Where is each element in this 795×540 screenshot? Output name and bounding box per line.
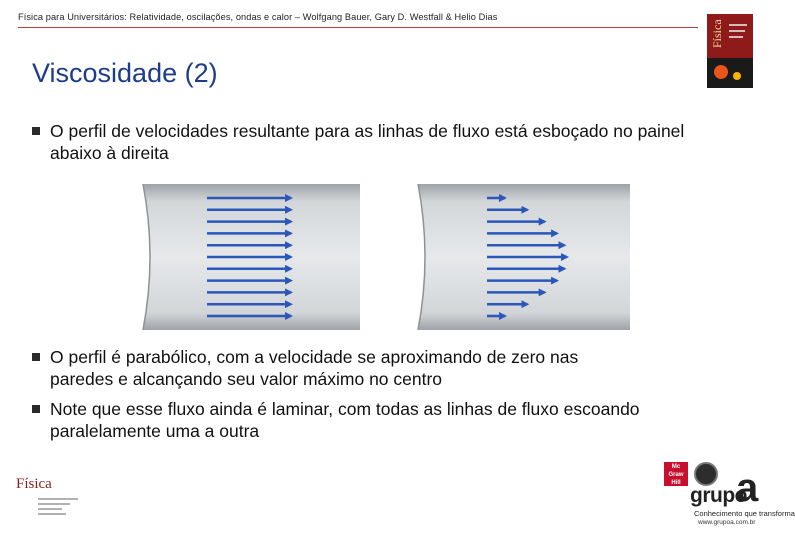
bullet-square-icon <box>32 405 40 413</box>
bullet-text: O perfil é parabólico, com a velocidade se aproximando de zero nas paredes e alcançando seu valor máximo no centro <box>50 347 579 389</box>
grupo-wordmark: grupo <box>690 484 747 507</box>
fisica-logo-word: Física <box>16 476 52 492</box>
bullet-square-icon <box>32 127 40 135</box>
svg-text:Física: Física <box>710 19 724 48</box>
header-divider <box>18 27 698 28</box>
slide-title: Viscosidade (2) <box>32 58 218 88</box>
bullet-text: Note que esse fluxo ainda é laminar, com todas as linhas de fluxo escoando paralelamente uma a outra <box>50 399 640 441</box>
publisher-tagline: Conhecimento que transforma <box>694 509 795 518</box>
fisica-logo-lines <box>38 498 78 518</box>
publisher-logo <box>660 460 795 538</box>
publisher-website: www.grupoa.com.br <box>698 519 756 526</box>
slide-header: Física para Universitários: Relatividade, oscilações, ondas e calor – Wolfgang Bauer, Gary D. Westfall & Helio Dias <box>18 12 498 22</box>
velocity-profile-diagram <box>135 182 630 332</box>
bullet-text: O perfil de velocidades resultante para as linhas de fluxo está esboçado no painel abaixo à direita <box>50 121 685 163</box>
mcgraw-hill-logo: Mc Graw Hill <box>664 462 688 486</box>
bookman-seal-icon <box>694 462 718 486</box>
book-cover-image <box>707 14 753 88</box>
bullet-square-icon <box>32 353 40 361</box>
fisica-logo <box>16 476 86 526</box>
grupo-a-letter: a <box>736 466 759 510</box>
